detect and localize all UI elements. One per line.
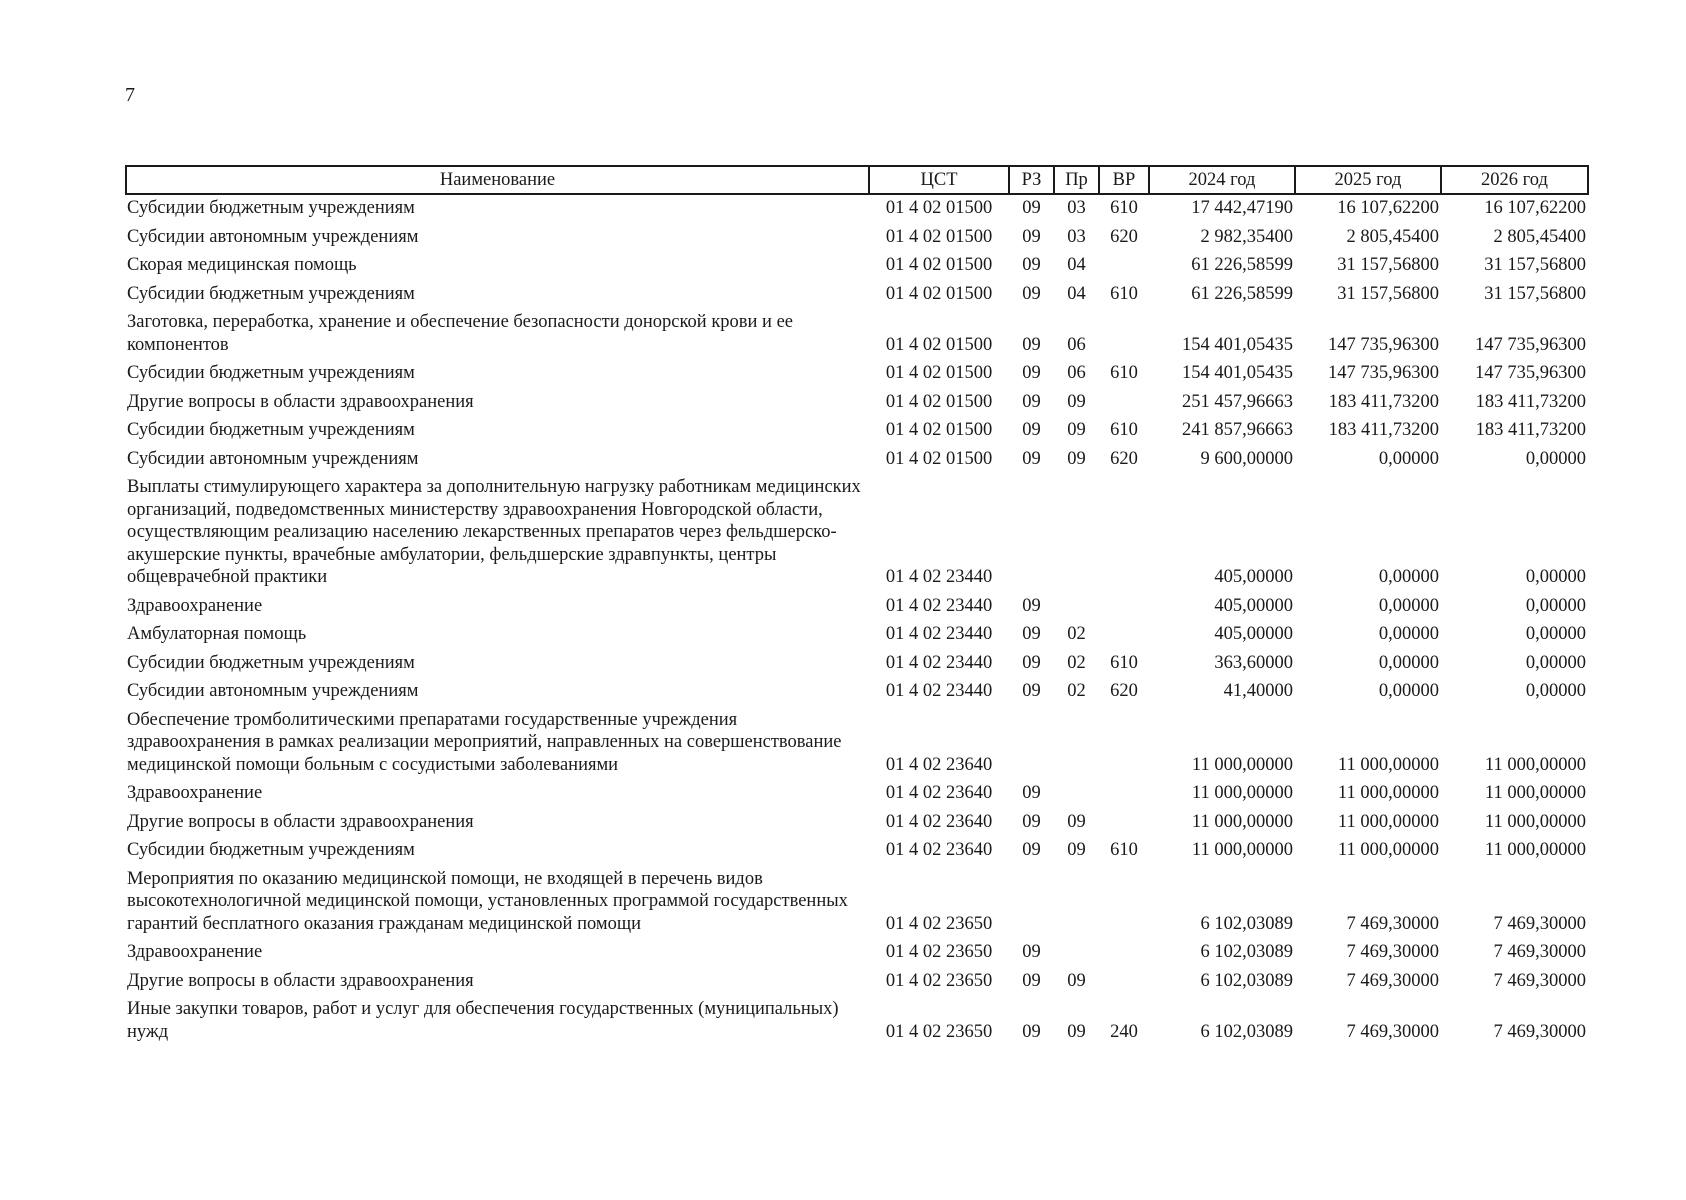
cell-rz: 09 bbox=[1022, 624, 1041, 644]
cell-name: Субсидии бюджетным учреждениям bbox=[127, 198, 415, 218]
cell-2024: 241 857,96663 bbox=[1182, 420, 1293, 440]
page-number: 7 bbox=[125, 84, 135, 106]
cell-vr: 620 bbox=[1110, 681, 1138, 701]
cell-2026: 0,00000 bbox=[1525, 567, 1586, 587]
cell-pr: 02 bbox=[1067, 652, 1086, 673]
cell-vr bbox=[1099, 474, 1149, 593]
cell-vr: 610 bbox=[1110, 840, 1138, 860]
cell-name: Здравоохранение bbox=[127, 942, 263, 962]
cell-pr bbox=[1054, 866, 1099, 940]
cell-rz: 09 bbox=[1022, 942, 1041, 962]
cell-pr: 09 bbox=[1067, 420, 1086, 440]
cell-vr: 610 bbox=[1110, 652, 1138, 673]
cell-2024: 2 982,35400 bbox=[1200, 226, 1293, 247]
cell-pr: 04 bbox=[1067, 283, 1086, 304]
cell-pr: 09 bbox=[1067, 448, 1086, 469]
table-row bbox=[126, 650, 1588, 679]
cell-2025: 0,00000 bbox=[1378, 595, 1439, 616]
header-pr: Пр bbox=[1054, 166, 1099, 194]
cell-vr: 610 bbox=[1110, 420, 1138, 440]
cell-cst: 01 4 02 23440 bbox=[885, 681, 993, 701]
table-row bbox=[126, 707, 1588, 781]
table-body bbox=[126, 194, 1588, 1047]
cell-pr: 09 bbox=[1067, 840, 1086, 860]
cell-2025: 0,00000 bbox=[1378, 624, 1439, 644]
cell-2024: 11 000,00000 bbox=[1191, 840, 1293, 860]
table-row bbox=[126, 281, 1588, 310]
cell-pr bbox=[1054, 474, 1099, 593]
cell-2025: 11 000,00000 bbox=[1337, 783, 1439, 803]
cell-vr bbox=[1099, 780, 1149, 809]
cell-2024: 11 000,00000 bbox=[1191, 754, 1293, 775]
cell-2026: 147 735,96300 bbox=[1475, 363, 1586, 383]
cell-2026: 31 157,56800 bbox=[1484, 255, 1586, 275]
cell-name: Скорая медицинская помощь bbox=[127, 255, 357, 275]
cell-rz: 09 bbox=[1022, 391, 1041, 412]
cell-vr: 620 bbox=[1110, 226, 1138, 247]
cell-cst: 01 4 02 01500 bbox=[885, 198, 993, 218]
cell-vr: 240 bbox=[1110, 1021, 1138, 1042]
cell-2025: 11 000,00000 bbox=[1337, 840, 1439, 860]
cell-2024: 11 000,00000 bbox=[1191, 811, 1293, 832]
cell-name: Выплаты стимулирующего характера за дополнительную нагрузку работникам медицинских организаций, подведомственных министерству здравоохранения Новгородской области, осуществляющим реализацию населению лекарственных препаратов через фельдшерско-акушерские пункты, врачебные амбулатории, фельдшерские здравпункты, центры общеврачебной практики bbox=[127, 477, 861, 587]
cell-cst: 01 4 02 23440 bbox=[885, 567, 993, 587]
cell-2025: 7 469,30000 bbox=[1346, 1021, 1439, 1042]
cell-2026: 31 157,56800 bbox=[1484, 283, 1586, 304]
cell-name: Субсидии бюджетным учреждениям bbox=[127, 420, 415, 440]
cell-2026: 11 000,00000 bbox=[1484, 840, 1586, 860]
cell-cst: 01 4 02 23640 bbox=[885, 840, 993, 860]
cell-cst: 01 4 02 23440 bbox=[885, 595, 993, 616]
cell-vr bbox=[1099, 593, 1149, 622]
cell-pr: 09 bbox=[1067, 1021, 1086, 1042]
cell-name: Мероприятия по оказанию медицинской помощи, не входящей в перечень видов высокотехнологичной медицинской помощи, установленных программой государственных гарантий бесплатного оказания гражданам медицинской помощи bbox=[127, 868, 848, 934]
cell-2024: 61 226,58599 bbox=[1191, 255, 1293, 275]
header-name: Наименование bbox=[126, 166, 869, 194]
cell-rz: 09 bbox=[1022, 595, 1041, 616]
cell-2026: 0,00000 bbox=[1525, 652, 1586, 673]
cell-2026: 7 469,30000 bbox=[1493, 970, 1586, 991]
cell-2026: 11 000,00000 bbox=[1484, 783, 1586, 803]
cell-name: Субсидии автономным учреждениям bbox=[127, 681, 419, 701]
cell-2026: 11 000,00000 bbox=[1484, 754, 1586, 775]
cell-2025: 0,00000 bbox=[1378, 567, 1439, 587]
cell-rz: 09 bbox=[1022, 363, 1041, 383]
cell-2024: 6 102,03089 bbox=[1200, 942, 1293, 962]
header-cst: ЦСТ bbox=[869, 166, 1009, 194]
cell-vr bbox=[1099, 252, 1149, 281]
cell-cst: 01 4 02 01500 bbox=[885, 448, 993, 469]
table-row bbox=[126, 389, 1588, 418]
table-row bbox=[126, 252, 1588, 281]
table-header bbox=[126, 166, 1588, 194]
table-row bbox=[126, 996, 1588, 1047]
cell-rz: 09 bbox=[1022, 226, 1041, 247]
cell-rz: 09 bbox=[1022, 652, 1041, 673]
table-row bbox=[126, 224, 1588, 253]
cell-rz: 09 bbox=[1022, 811, 1041, 832]
cell-rz: 09 bbox=[1022, 448, 1041, 469]
table-row bbox=[126, 837, 1588, 866]
cell-2025: 0,00000 bbox=[1378, 448, 1439, 469]
header-2026: 2026 год bbox=[1441, 166, 1588, 194]
cell-cst: 01 4 02 23650 bbox=[885, 913, 993, 934]
cell-name: Субсидии бюджетным учреждениям bbox=[127, 363, 415, 383]
cell-vr bbox=[1099, 939, 1149, 968]
cell-rz: 09 bbox=[1022, 1021, 1041, 1042]
cell-cst: 01 4 02 23650 bbox=[885, 942, 993, 962]
cell-2024: 363,60000 bbox=[1214, 652, 1293, 673]
cell-2024: 154 401,05435 bbox=[1182, 334, 1293, 355]
cell-cst: 01 4 02 23640 bbox=[885, 811, 993, 832]
table-row bbox=[126, 194, 1588, 224]
cell-2026: 11 000,00000 bbox=[1484, 811, 1586, 832]
cell-cst: 01 4 02 23640 bbox=[885, 754, 993, 775]
cell-2025: 0,00000 bbox=[1378, 652, 1439, 673]
cell-2024: 41,40000 bbox=[1223, 681, 1293, 701]
cell-2025: 7 469,30000 bbox=[1346, 942, 1439, 962]
cell-2026: 2 805,45400 bbox=[1493, 226, 1586, 247]
table-row bbox=[126, 474, 1588, 593]
header-2025: 2025 год bbox=[1295, 166, 1441, 194]
cell-2024: 6 102,03089 bbox=[1200, 913, 1293, 934]
cell-rz: 09 bbox=[1022, 840, 1041, 860]
cell-2024: 61 226,58599 bbox=[1191, 283, 1293, 304]
cell-vr bbox=[1099, 309, 1149, 360]
cell-name: Субсидии автономным учреждениям bbox=[127, 226, 419, 247]
cell-name: Субсидии бюджетным учреждениям bbox=[127, 283, 415, 304]
cell-pr: 09 bbox=[1067, 970, 1086, 991]
header-2024: 2024 год bbox=[1149, 166, 1295, 194]
table-row bbox=[126, 866, 1588, 940]
cell-2025: 31 157,56800 bbox=[1337, 283, 1439, 304]
cell-rz: 09 bbox=[1022, 420, 1041, 440]
cell-vr bbox=[1099, 809, 1149, 838]
cell-2024: 251 457,96663 bbox=[1182, 391, 1293, 412]
table-row bbox=[126, 309, 1588, 360]
cell-2025: 16 107,62200 bbox=[1337, 198, 1439, 218]
cell-pr: 09 bbox=[1067, 391, 1086, 412]
table-row bbox=[126, 968, 1588, 997]
cell-rz: 09 bbox=[1022, 334, 1041, 355]
cell-2024: 405,00000 bbox=[1214, 624, 1293, 644]
cell-rz: 09 bbox=[1022, 970, 1041, 991]
cell-name: Субсидии автономным учреждениям bbox=[127, 448, 419, 469]
cell-pr: 02 bbox=[1067, 681, 1086, 701]
cell-2026: 7 469,30000 bbox=[1493, 1021, 1586, 1042]
cell-cst: 01 4 02 01500 bbox=[885, 363, 993, 383]
cell-2024: 405,00000 bbox=[1214, 595, 1293, 616]
cell-2026: 0,00000 bbox=[1525, 624, 1586, 644]
cell-2025: 147 735,96300 bbox=[1328, 363, 1439, 383]
cell-pr: 06 bbox=[1067, 334, 1086, 355]
cell-pr: 03 bbox=[1067, 198, 1086, 218]
cell-2024: 405,00000 bbox=[1214, 567, 1293, 587]
header-rz: РЗ bbox=[1009, 166, 1054, 194]
table-row bbox=[126, 621, 1588, 650]
cell-2025: 7 469,30000 bbox=[1346, 913, 1439, 934]
table-row bbox=[126, 939, 1588, 968]
cell-name: Иные закупки товаров, работ и услуг для обеспечения государственных (муниципальных) нужд bbox=[127, 999, 839, 1042]
cell-rz bbox=[1009, 474, 1054, 593]
cell-pr: 06 bbox=[1067, 363, 1086, 383]
cell-cst: 01 4 02 23650 bbox=[885, 970, 993, 991]
cell-vr bbox=[1099, 707, 1149, 781]
cell-2025: 0,00000 bbox=[1378, 681, 1439, 701]
cell-2024: 6 102,03089 bbox=[1200, 1021, 1293, 1042]
table-row bbox=[126, 417, 1588, 446]
cell-2025: 11 000,00000 bbox=[1337, 811, 1439, 832]
cell-vr bbox=[1099, 389, 1149, 418]
table-row bbox=[126, 809, 1588, 838]
header-vr: ВР bbox=[1099, 166, 1149, 194]
cell-cst: 01 4 02 01500 bbox=[885, 391, 993, 412]
cell-2024: 11 000,00000 bbox=[1191, 783, 1293, 803]
table-row bbox=[126, 780, 1588, 809]
cell-2025: 183 411,73200 bbox=[1328, 391, 1439, 412]
cell-2026: 0,00000 bbox=[1525, 595, 1586, 616]
cell-name: Субсидии бюджетным учреждениям bbox=[127, 840, 415, 860]
table-row bbox=[126, 678, 1588, 707]
cell-name: Здравоохранение bbox=[127, 595, 263, 616]
cell-cst: 01 4 02 23440 bbox=[885, 624, 993, 644]
cell-cst: 01 4 02 23640 bbox=[885, 783, 993, 803]
table-row bbox=[126, 360, 1588, 389]
cell-2024: 17 442,47190 bbox=[1191, 198, 1293, 218]
cell-name: Другие вопросы в области здравоохранения bbox=[127, 970, 474, 991]
cell-2025: 183 411,73200 bbox=[1328, 420, 1439, 440]
cell-2026: 0,00000 bbox=[1525, 448, 1586, 469]
cell-cst: 01 4 02 23440 bbox=[885, 652, 993, 673]
cell-name: Другие вопросы в области здравоохранения bbox=[127, 391, 474, 412]
cell-pr bbox=[1054, 593, 1099, 622]
cell-rz: 09 bbox=[1022, 255, 1041, 275]
cell-pr bbox=[1054, 707, 1099, 781]
cell-name: Амбулаторная помощь bbox=[127, 624, 307, 644]
cell-2025: 7 469,30000 bbox=[1346, 970, 1439, 991]
cell-vr bbox=[1099, 968, 1149, 997]
cell-rz bbox=[1009, 866, 1054, 940]
cell-2024: 9 600,00000 bbox=[1200, 448, 1293, 469]
cell-2026: 16 107,62200 bbox=[1484, 198, 1586, 218]
cell-cst: 01 4 02 01500 bbox=[885, 334, 993, 355]
cell-vr: 610 bbox=[1110, 283, 1138, 304]
cell-rz: 09 bbox=[1022, 681, 1041, 701]
cell-vr bbox=[1099, 866, 1149, 940]
cell-2024: 6 102,03089 bbox=[1200, 970, 1293, 991]
cell-rz bbox=[1009, 707, 1054, 781]
cell-name: Заготовка, переработка, хранение и обеспечение безопасности донорской крови и ее компонентов bbox=[127, 312, 794, 355]
cell-2024: 154 401,05435 bbox=[1182, 363, 1293, 383]
table-row bbox=[126, 446, 1588, 475]
cell-2026: 7 469,30000 bbox=[1493, 942, 1586, 962]
cell-pr: 04 bbox=[1067, 255, 1086, 275]
cell-cst: 01 4 02 01500 bbox=[885, 420, 993, 440]
cell-2026: 183 411,73200 bbox=[1475, 391, 1586, 412]
cell-name: Другие вопросы в области здравоохранения bbox=[127, 811, 474, 832]
cell-name: Здравоохранение bbox=[127, 783, 263, 803]
cell-pr: 02 bbox=[1067, 624, 1086, 644]
cell-2025: 31 157,56800 bbox=[1337, 255, 1439, 275]
cell-pr: 03 bbox=[1067, 226, 1086, 247]
cell-2026: 183 411,73200 bbox=[1475, 420, 1586, 440]
cell-rz: 09 bbox=[1022, 283, 1041, 304]
cell-rz: 09 bbox=[1022, 783, 1041, 803]
cell-2026: 0,00000 bbox=[1525, 681, 1586, 701]
cell-2025: 2 805,45400 bbox=[1346, 226, 1439, 247]
cell-rz: 09 bbox=[1022, 198, 1041, 218]
cell-vr: 610 bbox=[1110, 363, 1138, 383]
cell-pr: 09 bbox=[1067, 811, 1086, 832]
budget-table bbox=[125, 165, 1589, 1047]
cell-2026: 147 735,96300 bbox=[1475, 334, 1586, 355]
cell-vr bbox=[1099, 621, 1149, 650]
cell-cst: 01 4 02 01500 bbox=[885, 255, 993, 275]
cell-vr: 610 bbox=[1110, 198, 1138, 218]
cell-2026: 7 469,30000 bbox=[1493, 913, 1586, 934]
cell-name: Обеспечение тромболитическими препаратами государственные учреждения здравоохранения в рамках реализации мероприятий, направленных на совершенствование медицинской помощи больным с сосудистыми заболеваниями bbox=[127, 709, 842, 775]
cell-2025: 147 735,96300 bbox=[1328, 334, 1439, 355]
cell-cst: 01 4 02 01500 bbox=[885, 283, 993, 304]
cell-cst: 01 4 02 23650 bbox=[885, 1021, 993, 1042]
cell-name: Субсидии бюджетным учреждениям bbox=[127, 652, 415, 673]
table-row bbox=[126, 593, 1588, 622]
cell-cst: 01 4 02 01500 bbox=[885, 226, 993, 247]
cell-2025: 11 000,00000 bbox=[1337, 754, 1439, 775]
cell-vr: 620 bbox=[1110, 448, 1138, 469]
cell-pr bbox=[1054, 939, 1099, 968]
table-header-row bbox=[126, 166, 1588, 194]
cell-pr bbox=[1054, 780, 1099, 809]
